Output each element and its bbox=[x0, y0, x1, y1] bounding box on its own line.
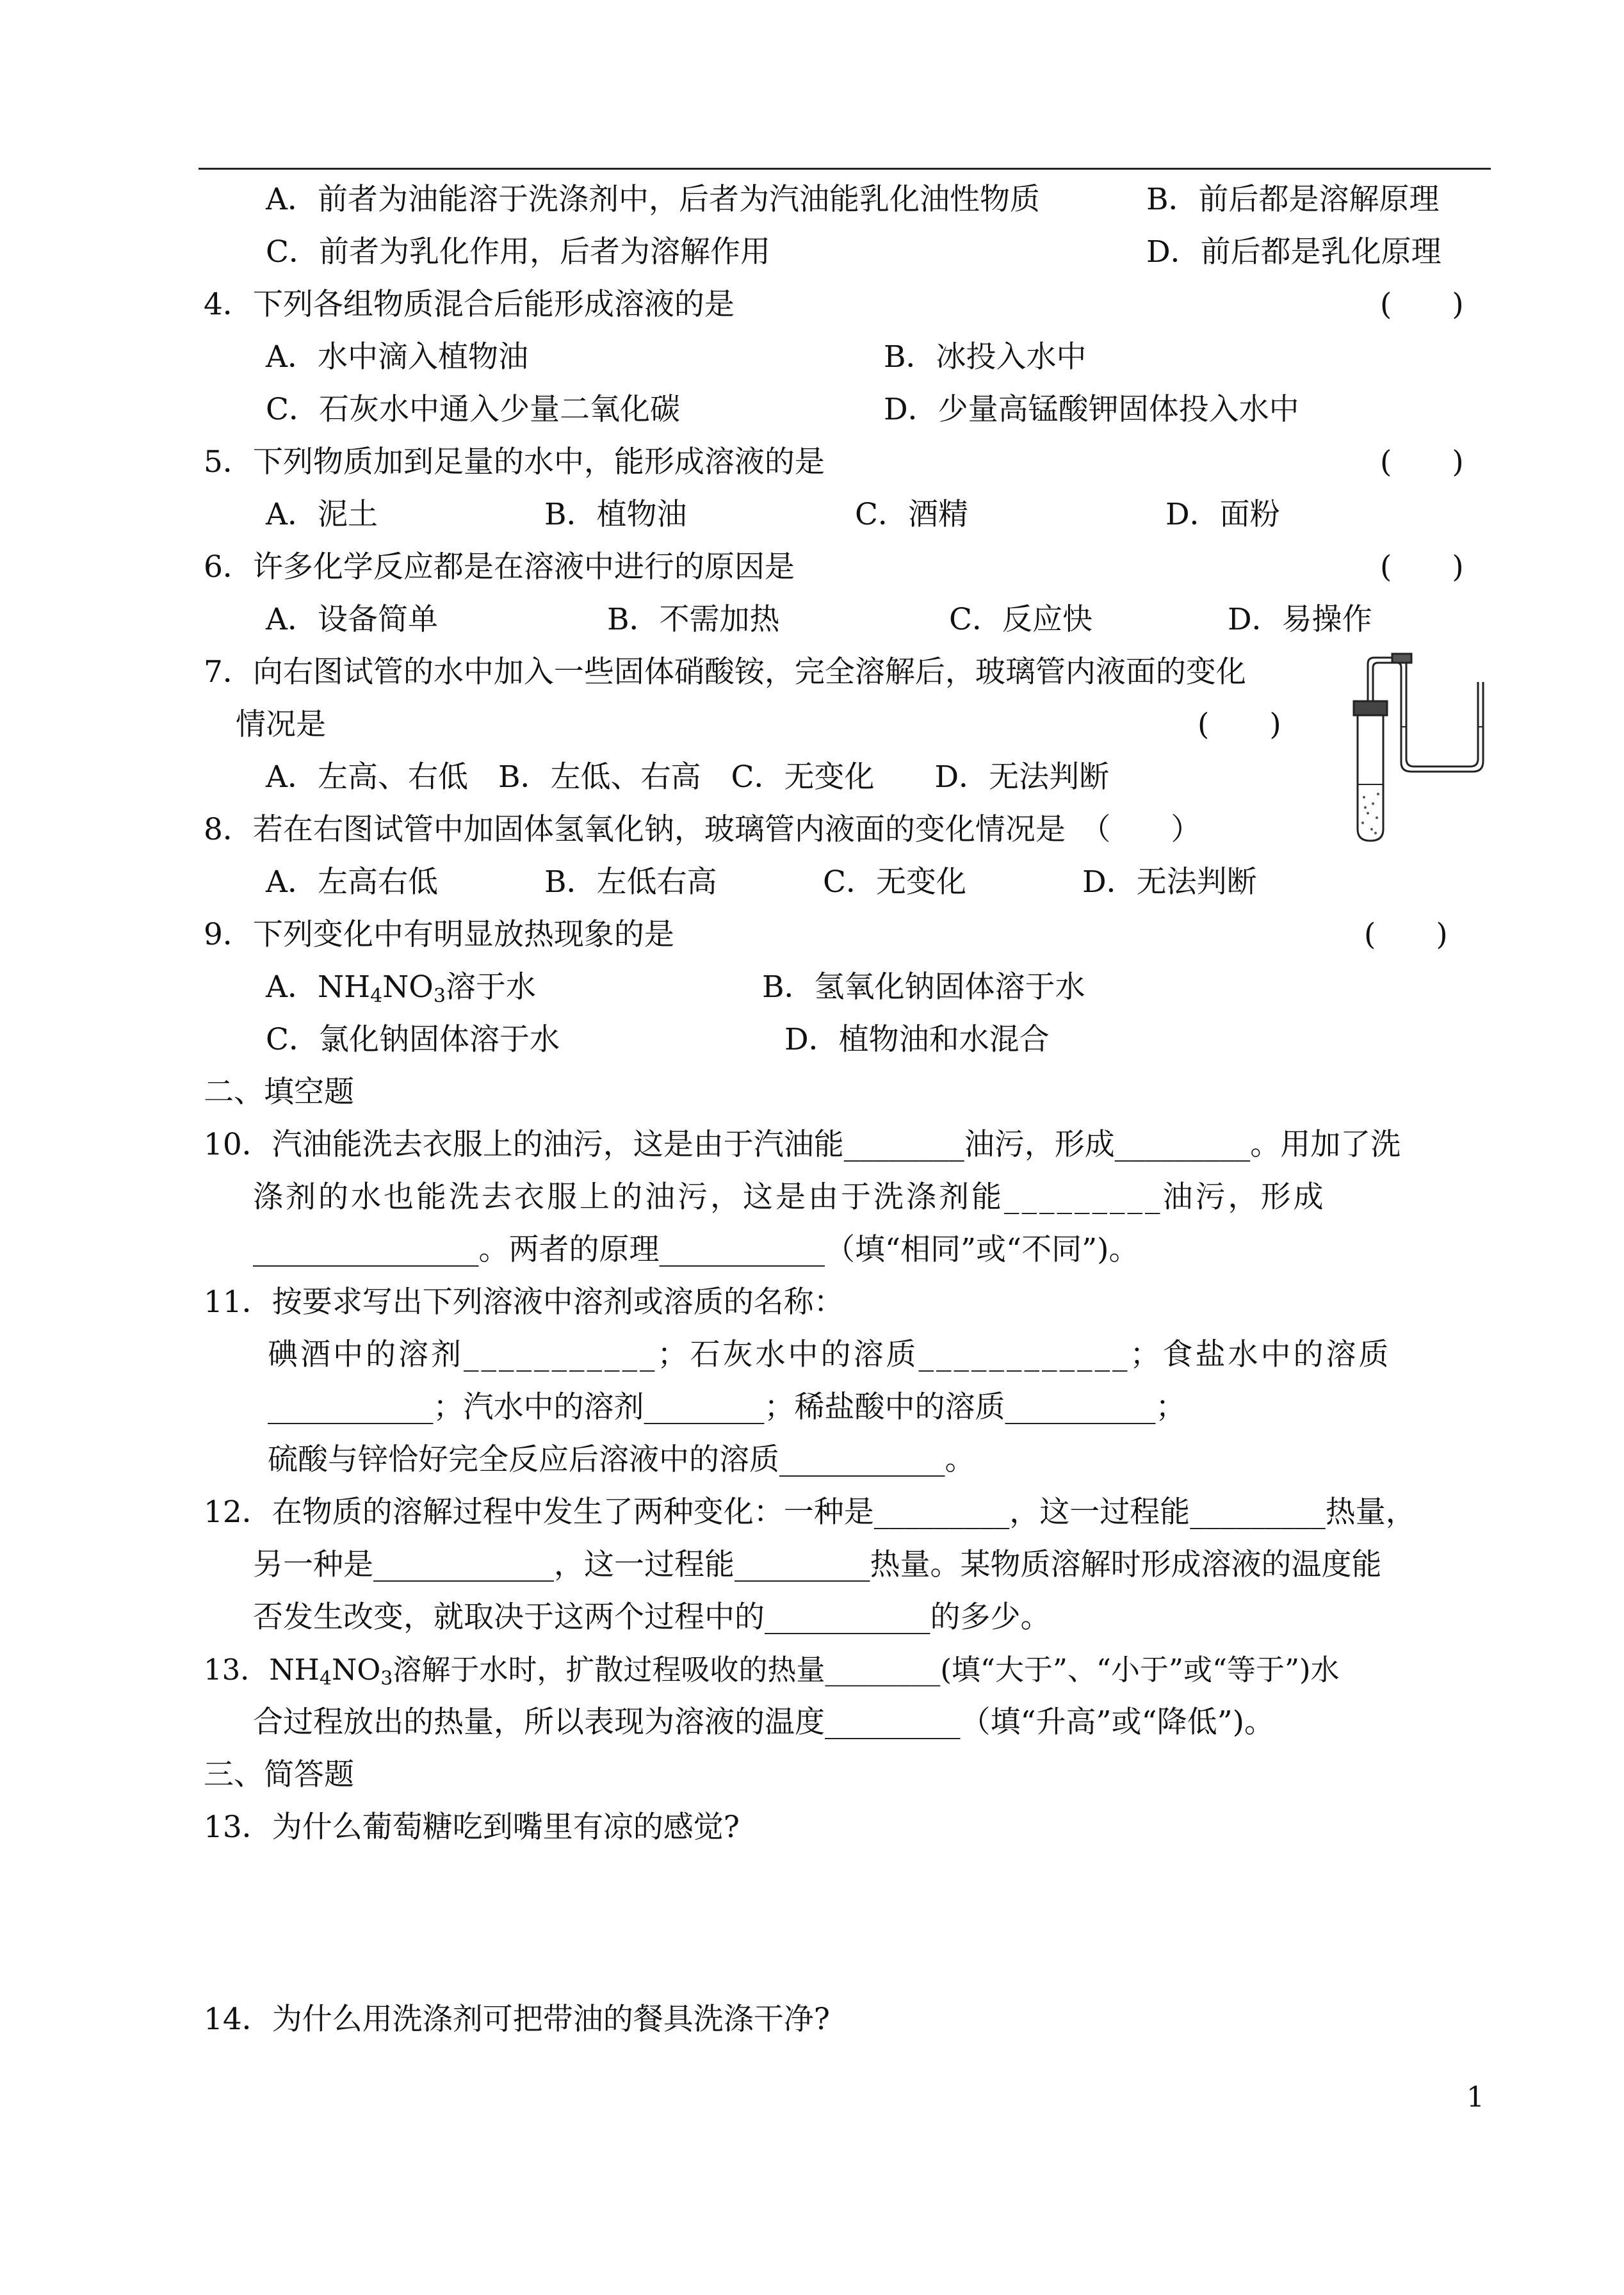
q8-option-c: C．无变化 bbox=[823, 864, 966, 900]
q12-line-1: 12．在物质的溶解过程中发生了两种变化：一种是_________，这一过程能_________热量， bbox=[204, 1495, 1416, 1530]
q10-line-1: 10．汽油能洗去衣服上的油污，这是由于汽油能________油污，形成_________。用加了洗 bbox=[204, 1127, 1401, 1162]
q6-option-c: C．反应快 bbox=[949, 602, 1092, 637]
q5-option-d: D．面粉 bbox=[1165, 497, 1280, 532]
page-number: 1 bbox=[1466, 2081, 1484, 2114]
q8-option-a: A．左高右低 bbox=[266, 864, 438, 900]
q11-line-3: ___________；汽水中的溶剂________；稀盐酸中的溶质__________； bbox=[268, 1390, 1186, 1425]
q5-answer-paren: ( ) bbox=[1380, 444, 1464, 480]
q3-option-d: D．前后都是乳化原理 bbox=[1146, 234, 1441, 270]
q14-short-answer: 14．为什么用洗涤剂可把带油的餐具洗涤干净? bbox=[204, 2002, 831, 2037]
q4-option-b: B．冰投入水中 bbox=[884, 339, 1087, 375]
q8-option-b: B．左低右高 bbox=[544, 864, 717, 900]
q8-stem: 8．若在右图试管中加固体氢氧化钠，玻璃管内液面的变化情况是 （ ） bbox=[204, 812, 1201, 847]
q3-option-b: B．前后都是溶解原理 bbox=[1146, 182, 1440, 217]
section-heading-fill-in: 二、填空题 bbox=[204, 1075, 354, 1110]
header-rule bbox=[199, 168, 1491, 170]
q13-fill-line-1: 13．$NH_4NO_3$溶解于水时，扩散过程吸收的热量________(填“大于”、“小于”或“等于”)水 bbox=[204, 1653, 1340, 1690]
q4-option-a: A．水中滴入植物油 bbox=[266, 339, 528, 375]
q10-line-3: _______________。两者的原理___________（填“相同”或“不同”)。 bbox=[253, 1232, 1139, 1267]
q5-stem: 5．下列物质加到足量的水中，能形成溶液的是 bbox=[204, 444, 825, 480]
q5-option-b: B．植物油 bbox=[544, 497, 687, 532]
q9-stem: 9．下列变化中有明显放热现象的是 bbox=[204, 917, 674, 952]
q11-line-1: 11．按要求写出下列溶液中溶剂或溶质的名称： bbox=[204, 1285, 844, 1320]
q7-stem-continued: 情况是 bbox=[236, 707, 326, 742]
q3-option-c: C．前者为乳化作用，后者为溶解作用 bbox=[266, 234, 770, 270]
q9-option-c: C．氯化钠固体溶于水 bbox=[266, 1022, 560, 1057]
q7-answer-paren: ( ) bbox=[1198, 707, 1281, 742]
q11-line-4: 硫酸与锌恰好完全反应后溶液中的溶质___________。 bbox=[268, 1442, 975, 1477]
q13-short-answer: 13．为什么葡萄糖吃到嘴里有凉的感觉? bbox=[204, 1810, 740, 1845]
q9-option-b: B．氢氧化钠固体溶于水 bbox=[762, 969, 1085, 1005]
q7-stem: 7．向右图试管的水中加入一些固体硝酸铵，完全溶解后，玻璃管内液面的变化 bbox=[204, 654, 1246, 690]
q12-line-2: 另一种是____________，这一过程能_________热量。某物质溶解时形成溶液的温度能 bbox=[253, 1547, 1382, 1582]
q6-option-d: D．易操作 bbox=[1228, 602, 1372, 637]
q4-option-d: D．少量高锰酸钾固体投入水中 bbox=[884, 392, 1299, 427]
q12-line-3: 否发生改变，就取决于这两个过程中的___________的多少。 bbox=[253, 1600, 1051, 1635]
q6-option-a: A．设备简单 bbox=[266, 602, 438, 637]
q6-option-b: B．不需加热 bbox=[607, 602, 780, 637]
q7-options: A．左高、右低 B．左低、右高 C．无变化 D．无法判断 bbox=[266, 759, 1110, 795]
q3-option-a: A．前者为油能溶于洗涤剂中，后者为汽油能乳化油性物质 bbox=[266, 182, 1040, 217]
q8-option-d: D．无法判断 bbox=[1082, 864, 1257, 900]
section-heading-short-answer: 三、简答题 bbox=[204, 1757, 354, 1792]
q10-line-2: 涤剂的水也能洗去衣服上的油污，这是由于洗涤剂能_________油污，形成 bbox=[253, 1180, 1326, 1215]
q9-option-a: A．$NH_4NO_3$溶于水 bbox=[266, 969, 536, 1007]
test-tube-u-tube-figure bbox=[1350, 650, 1484, 842]
q6-stem: 6．许多化学反应都是在溶液中进行的原因是 bbox=[204, 549, 795, 585]
q5-option-c: C．酒精 bbox=[855, 497, 968, 532]
q5-option-a: A．泥土 bbox=[266, 497, 378, 532]
q6-answer-paren: ( ) bbox=[1380, 549, 1464, 585]
q13-fill-line-2: 合过程放出的热量，所以表现为溶液的温度_________（填“升高”或“降低”)。 bbox=[253, 1705, 1274, 1740]
q4-stem: 4．下列各组物质混合后能形成溶液的是 bbox=[204, 287, 735, 322]
q11-line-2: 碘酒中的溶剂___________；石灰水中的溶质____________；食盐水中的溶质 bbox=[268, 1337, 1392, 1372]
q9-option-d: D．植物油和水混合 bbox=[784, 1022, 1050, 1057]
q4-option-c: C．石灰水中通入少量二氧化碳 bbox=[266, 392, 680, 427]
q4-answer-paren: ( ) bbox=[1380, 287, 1464, 322]
q9-answer-paren: ( ) bbox=[1364, 917, 1448, 952]
